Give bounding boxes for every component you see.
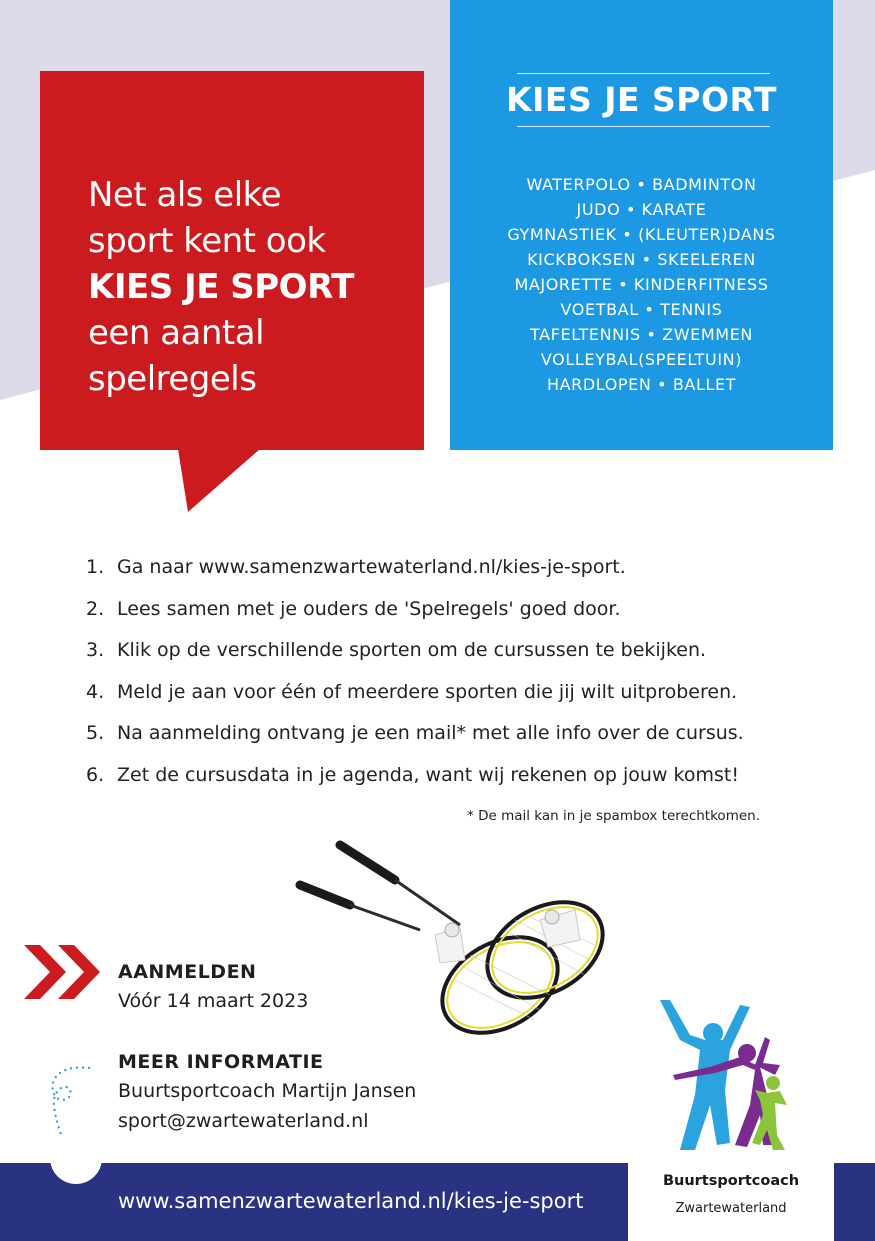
list-item xyxy=(86,764,744,806)
sport-line: WATERPOLO • BADMINTON xyxy=(526,175,757,194)
headline-line-4: een aantal xyxy=(88,313,265,353)
step-number: 2. xyxy=(86,597,105,620)
aanmelden-date: Vóór 14 maart 2023 xyxy=(118,990,309,1012)
step-text: Zet de cursusdata in je agenda, want wij rekenen op jouw komst! xyxy=(117,763,739,786)
headline-line-1: Net als elke xyxy=(88,175,282,215)
headline-line-5: spelregels xyxy=(88,359,257,399)
sport-line: HARDLOPEN • BALLET xyxy=(546,375,737,394)
footnote: * De mail kan in je spambox terechtkomen. xyxy=(467,808,760,824)
jumping-figures-logo xyxy=(655,995,790,1155)
step-text: Meld je aan voor één of meerdere sporten die jij wilt uitproberen. xyxy=(117,680,738,703)
step-text: Na aanmelding ontvang je een mail* met alle info over de cursus. xyxy=(117,722,744,744)
logo-name: Buurtsportcoach xyxy=(662,1173,800,1189)
list-item xyxy=(86,639,744,681)
step-text: Klik op de verschillende sporten om de cursussen te bekijken. xyxy=(117,639,707,661)
sport-line: VOETBAL • TENNIS xyxy=(560,300,723,319)
info-email: sport@zwartewaterland.nl xyxy=(118,1110,369,1132)
list-item xyxy=(86,556,744,598)
list-item xyxy=(86,598,744,640)
headline-line-2: sport kent ook xyxy=(88,221,326,261)
logo-subtitle: Zwartewaterland xyxy=(675,1201,787,1216)
sports-panel-title: KIES JE SPORT xyxy=(506,80,777,119)
list-item xyxy=(86,681,744,723)
double-chevron-icon xyxy=(24,945,104,999)
sport-line: JUDO • KARATE xyxy=(576,200,707,219)
step-number: 5. xyxy=(86,722,105,744)
sport-line: VOLLEYBAL(SPEELTUIN) xyxy=(540,350,743,369)
sport-line: GYMNASTIEK • (KLEUTER)DANS xyxy=(507,225,776,244)
badminton-rackets-image xyxy=(290,835,630,1045)
list-item xyxy=(86,722,744,764)
sport-line: TAFELTENNIS • ZWEMMEN xyxy=(530,325,753,344)
info-contact-name: Buurtsportcoach Martijn Jansen xyxy=(118,1080,417,1102)
sport-line: MAJORETTE • KINDERFITNESS xyxy=(514,275,769,294)
headline-line-3: KIES JE SPORT xyxy=(88,267,354,307)
aanmelden-title: AANMELDEN xyxy=(118,961,257,983)
step-text: Ga naar www.samenzwartewaterland.nl/kies-je-sport. xyxy=(117,556,626,578)
step-number: 6. xyxy=(86,763,105,786)
info-title: MEER INFORMATIE xyxy=(118,1051,324,1073)
footer-circle xyxy=(50,1132,102,1184)
sport-list xyxy=(450,172,833,397)
title-rule-top xyxy=(517,73,770,74)
step-number: 4. xyxy=(86,680,105,703)
steps-list xyxy=(86,556,744,805)
step-number: 3. xyxy=(86,639,105,661)
step-number: 1. xyxy=(86,556,105,578)
step-text: Lees samen met je ouders de 'Spelregels' goed door. xyxy=(117,597,621,620)
title-rule-bottom xyxy=(517,126,770,127)
footer-url[interactable]: www.samenzwartewaterland.nl/kies-je-sport xyxy=(118,1189,584,1213)
headline xyxy=(88,172,354,402)
sport-line: KICKBOKSEN • SKEELEREN xyxy=(527,250,756,269)
